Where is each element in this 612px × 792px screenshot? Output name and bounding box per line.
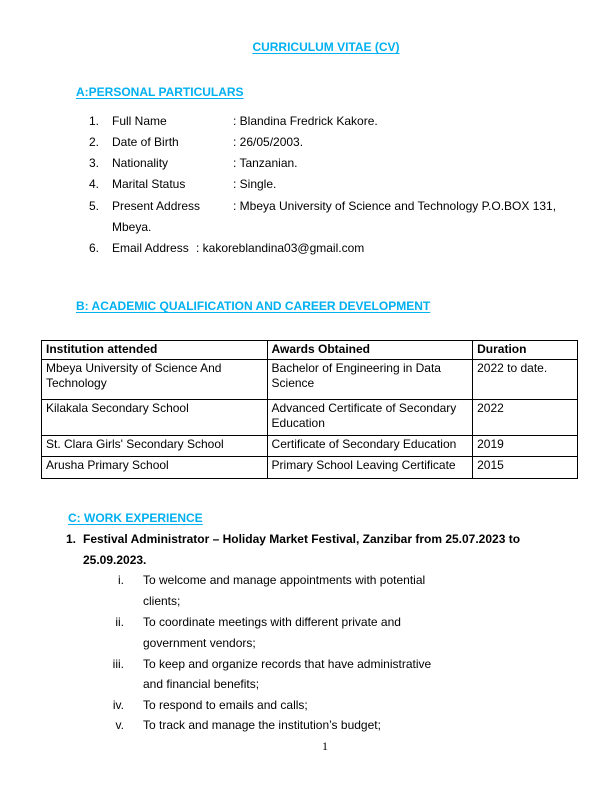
table-cell: 2022 to date. — [473, 360, 578, 400]
table-header-row — [42, 341, 578, 360]
duty-number: iii. — [112, 657, 124, 671]
list-number: 6. — [89, 241, 100, 255]
field-value-continued: Mbeya. — [112, 220, 152, 234]
table-cell: Advanced Certificate of Secondary Education — [267, 400, 473, 436]
field-value: : Single. — [233, 177, 277, 191]
section-heading-academic: B: ACADEMIC QUALIFICATION AND CAREER DEVELOPMENT — [76, 299, 431, 313]
column-header: Awards Obtained — [267, 341, 473, 360]
duty-text-continued: government vendors; — [143, 636, 256, 650]
job-number: 1. — [66, 532, 77, 546]
duty-number: iv. — [112, 698, 124, 712]
field-label: Nationality — [112, 156, 169, 170]
field-value: : Mbeya University of Science and Technology P.O.BOX 131, — [233, 199, 557, 213]
duty-text: To track and manage the institution’s budget; — [143, 718, 381, 732]
field-value: : Blandina Fredrick Kakore. — [233, 114, 378, 128]
table-cell: Mbeya University of Science And Technology — [42, 360, 268, 400]
table-cell: Primary School Leaving Certificate — [267, 457, 473, 479]
list-number: 5. — [89, 199, 100, 213]
list-number: 2. — [89, 135, 100, 149]
field-label: Full Name — [112, 114, 167, 128]
table-cell: Arusha Primary School — [42, 457, 268, 479]
duty-number: i. — [118, 573, 124, 587]
duty-number: v. — [115, 718, 124, 732]
list-number: 4. — [89, 177, 100, 191]
field-label: Present Address — [112, 199, 201, 213]
table-cell: Bachelor of Engineering in Data Science — [267, 360, 473, 400]
section-heading-work: C: WORK EXPERIENCE — [68, 511, 203, 525]
duty-text: To welcome and manage appointments with potential — [143, 573, 426, 587]
duty-text: To keep and organize records that have administrative — [143, 657, 432, 671]
duty-text: To respond to emails and calls; — [143, 698, 308, 712]
field-label: Marital Status — [112, 177, 186, 191]
field-label: Date of Birth — [112, 135, 179, 149]
table-cell: 2019 — [473, 436, 578, 457]
job-title: Festival Administrator – Holiday Market Festival, Zanzibar from 25.07.2023 to — [83, 532, 521, 546]
page-number: 1 — [322, 739, 328, 753]
table-cell: 2015 — [473, 457, 578, 479]
field-value: : kakoreblandina03@gmail.com — [196, 241, 365, 255]
academic-table — [41, 340, 578, 479]
field-value: : 26/05/2003. — [233, 135, 304, 149]
duty-text-continued: and financial benefits; — [143, 677, 260, 691]
column-header: Institution attended — [42, 341, 268, 360]
list-number: 1. — [89, 114, 100, 128]
table-cell: Kilakala Secondary School — [42, 400, 268, 436]
table-row — [42, 436, 578, 457]
section-heading-personal: A:PERSONAL PARTICULARS — [76, 85, 244, 99]
duty-text-continued: clients; — [143, 594, 181, 608]
table-row — [42, 360, 578, 400]
duty-number: ii. — [115, 615, 124, 629]
duty-text: To coordinate meetings with different private and — [143, 615, 401, 629]
field-value: : Tanzanian. — [233, 156, 298, 170]
table-cell: 2022 — [473, 400, 578, 436]
field-label: Email Address — [112, 241, 189, 255]
table-row — [42, 400, 578, 436]
document-title: CURRICULUM VITAE (CV) — [252, 40, 400, 54]
table-cell: Certificate of Secondary Education — [267, 436, 473, 457]
list-number: 3. — [89, 156, 100, 170]
table-cell: St. Clara Girls' Secondary School — [42, 436, 268, 457]
table-row — [42, 457, 578, 479]
column-header: Duration — [473, 341, 578, 360]
job-title-continued: 25.09.2023. — [83, 553, 147, 567]
